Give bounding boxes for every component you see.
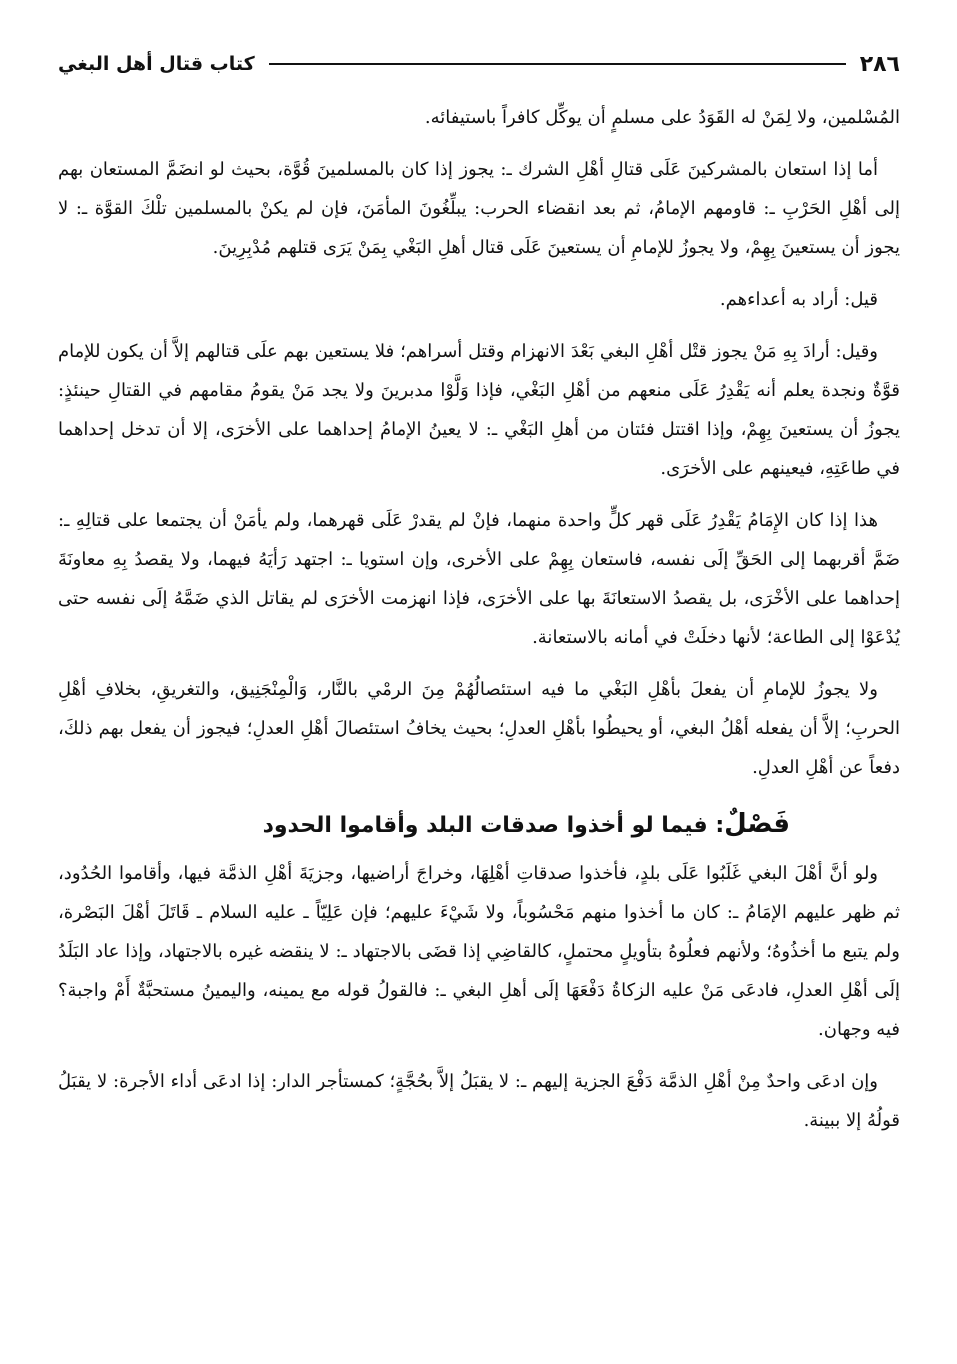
paragraph: وقيل: أرادَ بِهِ مَنْ يجوز قتْل أهْلِ البغي بَعْدَ الانهزام وقتل أسراهم؛ فلا يستعين بهم علَى قتالهم إلاَّ أن يكون للإمام قوَّةٌ ونجدة يعلم أنه يَقْدِرُ عَلَى منعهم من أهْلِ البَغْي، فإذا وَلَّوْا مدبرينَ ولا يجد مَنْ يقومُ مقامهم في القتالِ حينئذٍ: يجوزُ أن يستعينَ بِهِمْ، وإذا اقتتل فئتان من أهلِ البَغْي ـ: لا يعينُ الإمامُ إحداهما على الأخرَى، إلا أن تدخل إحداهما في طاعَتِهِ، فيعينهم على الأخرَى.: [58, 341, 900, 479]
body-text: [58, 98, 900, 1140]
paragraph: ولا يجوزُ للإمامِ أن يفعلَ بأهْلِ البَغْي ما فيه استئصالُهُمْ مِنَ الرمْي بالنَّار، وَالْمِنْجَنِيق، والتغريقِ، بخلافِ أهْلِ الحربِ؛ إلاَّ أن يفعله أهْلُ البغي، أو يحيطُوا بأهْلِ العدلِ؛ بحيث يخافُ استئصالَ أهْلِ العدلِ؛ فيجوز أن يفعل بهم ذلكَ، دفعاً عن أهْلِ العدلِ.: [58, 679, 900, 778]
paragraph-continuation: المُسْلمين، ولا لِمَنْ له القَوَدُ على مسلمٍ أن يوكِّل كافراً باستيفائه.: [424, 107, 900, 128]
paragraph: ولو أنَّ أهْلَ البغي غَلَبُوا عَلَى بلدٍ، فأخذوا صدقاتِ أهْلِهَا، وخراجَ أراضيها، وجزيَةَ أهْلِ الذمَّة فيها، وأقاموا الحُدُود، ثم ظهر عليهم الإمَامُ ـ: كان ما أخذوا منهم مَحْسُوباً، ولا شَيْءَ عليهم؛ فإن عَلِيّاً ـ عليه السلام ـ قَاتَلَ أهْلَ البَصْرة، ولم يتبع ما أخذُوهُ؛ ولأنهم فعلُوهُ بتأويلٍ محتملٍ، كالقاضِي إذا قضَى بالاجتهاد ـ: لا ينقضه غيره بالاجتهاد، وإذا عاد البَلَدُ إلَى أهْلِ العدلِ، فادعَى مَنْ عليه الزكاةُ دَفْعَهَا إلَى أهلِ البغي ـ: فالقولُ قوله مع يمينه، واليمينُ مستحبَّةٌ أَمْ واجبة؟ فيه وجهان.: [58, 863, 900, 1040]
book-title: كتاب قتال أهل البغي: [58, 53, 255, 75]
paragraph: وإن ادعَى واحدٌ مِنْ أهْلِ الذمَّة دَفْعَ الجزية إليهم ـ: لا يقبَلُ إلاَّ بحُجَّةٍ؛ كمستأجر الدار: إذا ادعَى أداء الأجرة: لا يقبَلُ قولُهُ إلا ببينة.: [58, 1071, 900, 1131]
paragraph: هذا إذا كان الإِمَامُ يَقْدِرُ عَلَى قهر كلٍّ واحدة منهما، فإنْ لم يقدرْ عَلَى قهرهما، ولم يأمَنْ أن يجتمعا على قتالِهِ ـ: ضَمَّ أقربهما إلى الحَقِّ إلَى نفسه، فاستعان بِهِمْ على الأخرى، وإن استويا ـ: اجتهد رَأيَهُ فيهما، ولا يقصدُ بِهِ معاونَةَ إحداهما على الأخْرَى، بل يقصدُ الاستعانَةَ بها على الأخرَى، فإذا انهزمت الأخرَى لم يقاتل الذي ضَمَّهُ إلَى نفسه حتى يُدْعَوْا إلى الطاعة؛ لأنها دخلَتْ في أمانه بالاستعانة.: [58, 510, 900, 648]
paragraph: قيل: أراد به أعداءهم.: [719, 289, 878, 310]
paragraph: أما إذا استعان بالمشركينَ عَلَى قتالِ أهْلِ الشرك ـ: يجوز إذا كان بالمسلمينَ قُوَّة، بحيث لو انضَمَّ المستعان بهم إلى أهْلِ الحَرْبِ ـ: قاومهم الإمامُ، ثم بعد انقضاء الحرب: يبلِّغُونَ المأمَنَ، فإن لم يكنْ بالمسلمين تلْكَ القوَّة ـ: لا يجوز أن يستعينَ بِهِمْ، ولا يجوزُ للإمامِ أن يستعينَ عَلَى قتال أهلِ البَغْي بِمَنْ يَرَى قتلهم مُدْبِرِينَ.: [58, 159, 900, 258]
section-marker: فَصْلٌ: [724, 809, 790, 839]
page-number: ٢٨٦: [859, 51, 900, 77]
running-header: [58, 44, 900, 84]
book-page: [58, 44, 900, 1334]
section-title: : فيما لو أخذوا صدقات البلد وأقاموا الحدود: [262, 813, 725, 838]
section-heading: [58, 800, 900, 850]
header-rule: [269, 63, 846, 65]
